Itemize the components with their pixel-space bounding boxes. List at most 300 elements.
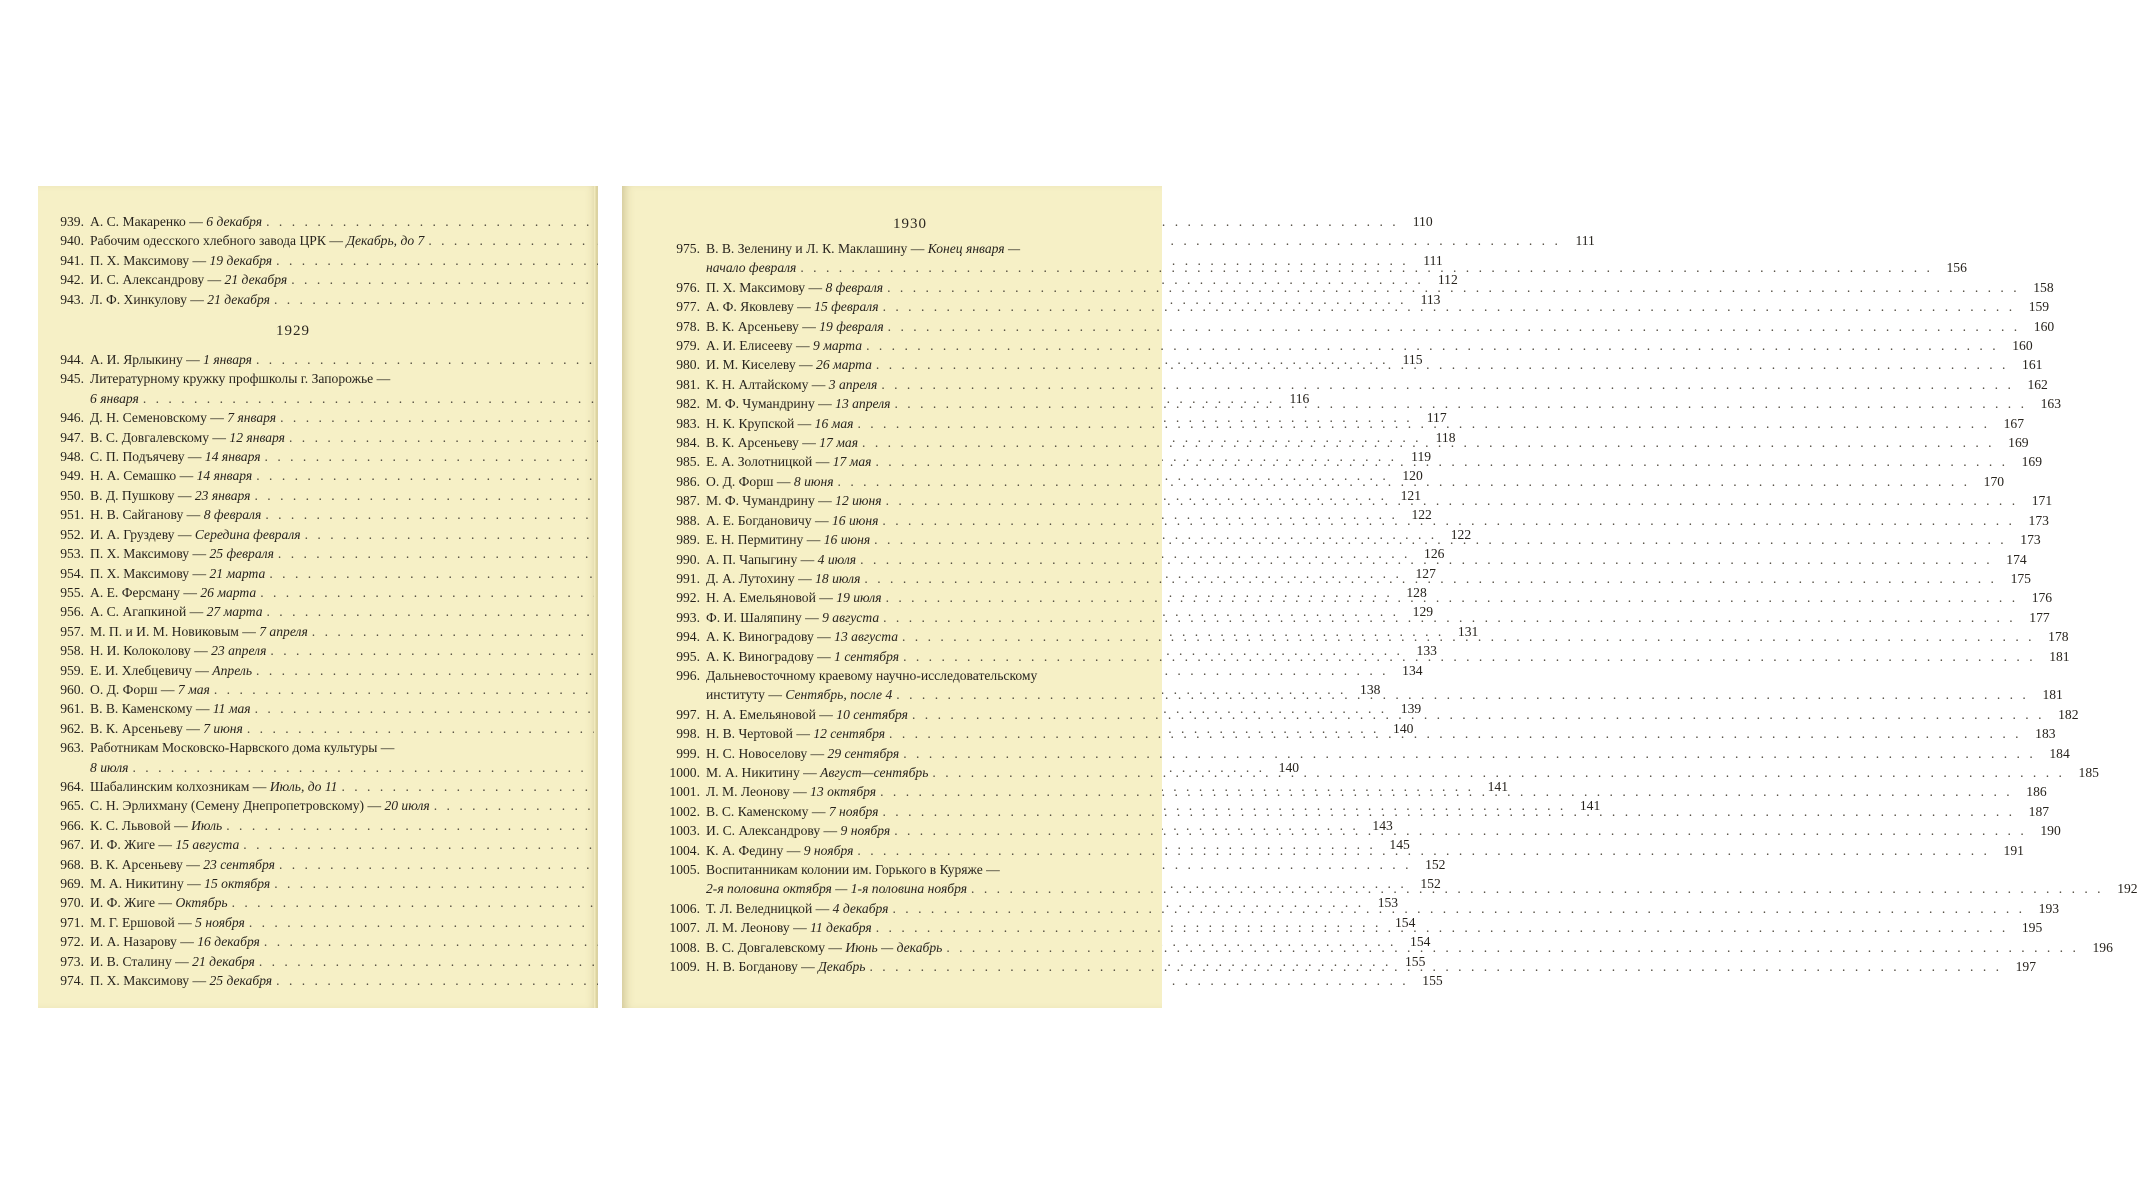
addressee-text: Е. Н. Пермитину —: [706, 532, 824, 548]
entry-line: [706, 744, 2070, 763]
entry-number: 994.: [676, 629, 700, 645]
leader-dots: [796, 258, 1933, 277]
entry-line: [90, 738, 538, 757]
addressee-text: И. В. Сталину —: [90, 953, 193, 969]
leader-dots: [865, 957, 2002, 976]
entry-date: 26 марта: [200, 584, 257, 600]
entry-line: [706, 666, 1150, 685]
entry-date: 7 ноября: [828, 803, 879, 819]
leader-dots: [967, 879, 2104, 898]
entry-text: [706, 938, 942, 957]
addressee-text: Д. А. Лутохину —: [706, 570, 816, 586]
addressee-text: Работникам Московско-Нарвского дома культуры —: [90, 740, 395, 756]
page-number: 141: [1487, 778, 1508, 794]
entry-text: [90, 251, 272, 270]
leader-dots: [899, 744, 2036, 763]
entry-text: [706, 258, 796, 277]
page-number: 186: [2026, 784, 2047, 800]
entry-number: 996.: [676, 667, 700, 683]
addressee-text: Воспитанникам колонии им. Горького в Куряже —: [706, 862, 1000, 877]
addressee-text: А. П. Чапыгину —: [706, 551, 818, 567]
entry-date: начало февраля: [706, 260, 797, 276]
entry-text: [706, 724, 885, 743]
addressee-text: К. С. Львовой —: [90, 817, 192, 833]
page-number: 153: [1377, 895, 1399, 911]
leader-dots: [908, 705, 2045, 724]
entry-date: 6 января: [90, 390, 139, 406]
entry-date: 8 июня: [793, 473, 834, 489]
entry-body: [706, 336, 2033, 355]
entry-number: 941.: [60, 252, 84, 268]
entry-number: 992.: [676, 590, 700, 606]
addressee-text: Н. И. Колоколову —: [90, 643, 212, 659]
addressee-text: А. К. Виноградову —: [706, 629, 835, 645]
book-gutter: [598, 186, 622, 1008]
entry-text: [90, 544, 274, 563]
entry-number: 953.: [60, 546, 84, 562]
entry-text: [706, 860, 1000, 879]
entry-number: 978.: [676, 318, 700, 334]
entry-text: [706, 666, 1037, 685]
entry-date: 15 августа: [175, 837, 240, 853]
addressee-text: А. Е. Ферсману —: [90, 584, 201, 600]
addressee-text: А. И. Елисееву —: [706, 338, 813, 354]
entry-line: [706, 375, 2048, 394]
entry-number: 1005.: [669, 862, 700, 877]
leader-dots: [890, 821, 2027, 840]
page-number: 116: [1289, 390, 1310, 406]
entry-date: 16 мая: [814, 415, 854, 431]
addressee-text: М. П. и И. М. Новиковым —: [90, 623, 260, 639]
entry-date: 7 июня: [203, 720, 243, 736]
entry-text: [90, 777, 337, 796]
page-number: 177: [2029, 609, 2050, 625]
entry-number: 974.: [60, 973, 84, 989]
addressee-text: Д. Н. Семеновскому —: [90, 410, 228, 426]
addressee-text: С. Н. Эрлихману (Семену Днепропетровскому) —: [90, 798, 385, 814]
page-number: 192: [2117, 881, 2138, 897]
page-number: 129: [1412, 604, 1434, 620]
entry-number: 980.: [676, 357, 700, 373]
entry-date: 2-я половина октября — 1-я половина ноября: [706, 881, 968, 897]
page-number: 173: [2028, 512, 2049, 528]
entry-number: 943.: [60, 291, 84, 307]
entry-date: 27 марта: [206, 604, 263, 620]
entry-date: 8 февраля: [825, 279, 884, 295]
page-number: 117: [1426, 410, 1447, 426]
page-number: 170: [1983, 473, 2005, 489]
entry-date: 3 апреля: [828, 376, 878, 392]
entry-number: 985.: [676, 454, 700, 470]
page-number: 122: [1450, 526, 1472, 542]
entry-text: [90, 602, 263, 621]
entry-text: [706, 491, 882, 510]
entry-date: 5 ноября: [195, 914, 245, 930]
entry-number: 982.: [676, 396, 700, 412]
entry-number: 988.: [676, 512, 700, 528]
addressee-text: П. Х. Максимову —: [706, 279, 826, 295]
entry-date: 29 сентября: [827, 745, 900, 761]
entry-date: 14 января: [196, 468, 253, 484]
page-number: 143: [1372, 817, 1393, 833]
entry-date: 13 апреля: [835, 396, 891, 412]
entry-text: [90, 408, 276, 427]
entry-text: [90, 389, 139, 408]
entry-number: 999.: [676, 745, 700, 761]
entry-number: 957.: [60, 623, 84, 639]
entry-text: [90, 466, 252, 485]
addressee-text: Е. А. Золотницкой —: [706, 454, 833, 470]
addressee-text: Н. К. Крупской —: [706, 415, 815, 431]
entry-text: [706, 763, 928, 782]
leader-dots: [876, 782, 2013, 801]
addressee-text: Ф. И. Шаляпину —: [706, 609, 823, 625]
entry-number: 984.: [676, 435, 700, 451]
entry-date: 11 декабря: [810, 920, 872, 936]
entry-number: 987.: [676, 493, 700, 509]
page-number: 161: [2022, 357, 2043, 373]
page-number: 167: [2003, 415, 2024, 431]
addressee-text: В. Д. Пушкову —: [90, 487, 195, 503]
page-number: 182: [2058, 706, 2079, 722]
entry-text: [90, 231, 424, 250]
leader-dots: [892, 685, 2029, 704]
entry-text: [706, 452, 871, 471]
entry-date: 10 сентября: [836, 706, 908, 722]
page-number: 196: [2092, 939, 2113, 955]
leader-dots: [884, 317, 2021, 336]
entry-number: 970.: [60, 895, 84, 911]
leader-dots: [882, 491, 2019, 510]
addressee-text: Л. М. Леонову —: [706, 784, 811, 800]
entry-number: 940.: [60, 233, 84, 249]
entry-number: 956.: [60, 604, 84, 620]
entry-date: 13 августа: [834, 629, 898, 645]
addressee-text: П. Х. Максимову —: [90, 252, 210, 268]
entry-text: [90, 835, 239, 854]
leader-dots: [878, 511, 2015, 530]
addressee-text: П. Х. Максимову —: [90, 973, 210, 989]
page-number: 152: [1425, 856, 1446, 872]
leader-dots: [856, 550, 1993, 569]
addressee-text: Т. Л. Веледницкой —: [706, 900, 833, 916]
entry-date: Июнь — декабрь: [845, 939, 943, 955]
addressee-text: А. К. Виноградову —: [706, 648, 835, 664]
addressee-text: И. С. Александрову —: [706, 823, 841, 839]
page-number: 174: [2006, 551, 2027, 567]
entry-number: 989.: [676, 532, 700, 548]
entry-text: [706, 841, 853, 860]
leader-dots: [879, 802, 2016, 821]
entry-text: [90, 641, 266, 660]
entry-date: 21 марта: [209, 565, 266, 581]
entry-date: 9 ноября: [803, 842, 854, 858]
entry-text: [90, 212, 262, 231]
entry-text: [706, 608, 879, 627]
entry-text: [90, 893, 228, 912]
leader-dots: [862, 336, 1999, 355]
entry-date: 13 октября: [810, 784, 877, 800]
entry-text: [706, 433, 858, 452]
entry-date: Апрель: [212, 662, 253, 678]
entry-number: 947.: [60, 429, 84, 445]
entry-number: 951.: [60, 507, 84, 523]
entry-number: 1002.: [669, 803, 700, 819]
page-number: 115: [1402, 352, 1423, 368]
entry-text: [706, 685, 892, 704]
entry-date: 16 декабря: [197, 934, 260, 950]
entry-text: [706, 394, 890, 413]
page-number: 126: [1424, 546, 1445, 562]
entry-number: 950.: [60, 487, 84, 503]
page-number: 138: [1360, 681, 1381, 697]
entry-date: 16 июня: [823, 532, 871, 548]
page-number: 152: [1420, 876, 1441, 891]
page-number: 121: [1400, 487, 1422, 503]
entry-number: 995.: [676, 648, 700, 664]
addressee-text: П. Х. Максимову —: [90, 565, 210, 581]
leader-dots: [898, 627, 2035, 646]
entry-date: 25 декабря: [209, 973, 273, 989]
entry-text: [90, 525, 301, 544]
addressee-text: Е. И. Хлебцевичу —: [90, 662, 213, 678]
entry-text: [90, 758, 129, 777]
entry-date: Октябрь: [175, 895, 228, 911]
addressee-text: А. С. Агапкиной —: [90, 604, 207, 620]
toc-entry: [640, 317, 2055, 336]
page-number: 140: [1393, 720, 1414, 736]
entry-number: 961.: [60, 701, 84, 717]
leader-dots: [882, 588, 2019, 607]
addressee-text: А. Е. Богдановичу —: [706, 512, 832, 528]
page-number: 178: [2048, 629, 2069, 645]
entry-text: [706, 821, 890, 840]
entry-number: 983.: [676, 415, 700, 431]
entry-date: 4 декабря: [832, 900, 889, 916]
entry-number: 1003.: [669, 823, 700, 839]
addressee-text: Н. А. Емельяновой —: [706, 706, 837, 722]
entry-text: [706, 744, 899, 763]
entry-number: 969.: [60, 876, 84, 891]
leader-dots: [942, 938, 2079, 957]
entry-date: 17 мая: [819, 435, 859, 451]
entry-number: 966.: [60, 817, 84, 833]
page-number: 183: [2035, 726, 2056, 742]
entry-date: 9 августа: [822, 609, 880, 625]
entry-number: 964.: [60, 778, 84, 794]
page-number: 158: [2033, 279, 2054, 295]
addressee-text: И. А. Назарову —: [90, 934, 198, 950]
page-number: 185: [2078, 764, 2099, 780]
addressee-text: О. Д. Форш —: [706, 473, 794, 489]
addressee-text: И. С. Александрову —: [90, 272, 225, 288]
entry-date: 21 декабря: [192, 953, 255, 969]
entry-number: 965.: [60, 798, 84, 814]
leader-dots: [834, 472, 1971, 491]
entry-text: [90, 622, 308, 641]
page-number: 160: [2033, 318, 2055, 334]
addressee-text: П. Х. Максимову —: [90, 546, 210, 562]
entry-date: 14 января: [204, 449, 261, 465]
addressee-text: М. А. Никитину —: [706, 764, 821, 780]
addressee-text: В. С. Каменскому —: [706, 803, 829, 819]
entry-text: [90, 290, 270, 309]
page-number: 181: [2049, 648, 2070, 664]
entry-text: [90, 505, 261, 524]
page-number: 171: [2031, 493, 2053, 509]
entry-date: 23 января: [194, 487, 251, 503]
page-number: 176: [2031, 590, 2053, 606]
entry-number: 939.: [60, 214, 84, 229]
leader-dots: [870, 530, 2007, 549]
addressee-text: Дальневосточному краевому научно-исследовательскому: [706, 667, 1038, 683]
entry-text: [90, 447, 261, 466]
entry-text: [706, 705, 908, 724]
entry-date: Декабрь, до 7: [346, 233, 425, 249]
entry-number: 962.: [60, 720, 84, 736]
entry-text: [706, 239, 1020, 258]
page-number: 175: [2010, 570, 2031, 586]
addressee-text: Н. В. Богданову —: [706, 959, 819, 975]
entry-date: 26 марта: [816, 357, 872, 373]
addressee-text: О. Д. Форш —: [90, 681, 178, 697]
entry-body: [706, 744, 2070, 763]
entry-text: [90, 699, 251, 718]
entry-number: 1009.: [669, 959, 700, 975]
page-number: 173: [2020, 532, 2041, 548]
entry-number: 967.: [60, 837, 84, 853]
page-number: 169: [2021, 454, 2043, 470]
entry-date: 25 февраля: [209, 546, 274, 562]
entry-number: 1001.: [669, 784, 700, 800]
entry-text: [706, 511, 878, 530]
page-number: 160: [2012, 338, 2033, 354]
page-number: 197: [2015, 959, 2037, 975]
entry-text: [706, 569, 860, 588]
entry-date: 15 февраля: [814, 299, 879, 315]
entry-number: 960.: [60, 681, 84, 697]
entry-number: 975.: [676, 241, 700, 256]
page-number: 163: [2040, 396, 2061, 412]
entry-date: 16 июня: [831, 512, 879, 528]
page-number: 169: [2008, 435, 2029, 451]
entry-text: [90, 564, 265, 583]
leader-dots: [890, 394, 2027, 413]
entry-number: 973.: [60, 953, 84, 969]
page-number: 154: [1394, 914, 1416, 930]
entry-text: [706, 336, 862, 355]
entry-date: Конец января —: [927, 241, 1021, 256]
page-number: 119: [1411, 449, 1432, 465]
entry-text: [90, 738, 394, 757]
entry-number: 976.: [676, 279, 700, 295]
entry-text: [90, 350, 252, 369]
entry-body: [706, 375, 2048, 394]
entry-text: [706, 918, 872, 937]
entry-text: [90, 661, 252, 680]
entry-date: Июль, до 11: [269, 778, 338, 794]
leader-dots: [899, 647, 2036, 666]
addressee-text: Н. В. Сайганову —: [90, 507, 204, 523]
entry-body: [90, 971, 1443, 990]
entry-body: [706, 317, 2055, 336]
entry-date: 7 мая: [177, 681, 210, 697]
addressee-text: И. А. Груздеву —: [90, 526, 195, 542]
entry-number: 963.: [60, 740, 84, 756]
addressee-text: И. М. Киселеву —: [706, 357, 817, 373]
entry-text: [90, 583, 256, 602]
leader-dots: [885, 724, 2022, 743]
entry-text: [706, 278, 883, 297]
toc-entry: [640, 375, 2048, 394]
entry-text: [706, 899, 889, 918]
entry-date: 23 апреля: [211, 643, 267, 659]
entry-number: 959.: [60, 662, 84, 678]
page-number: 159: [2028, 299, 2050, 315]
addressee-text: С. П. Подъячеву —: [90, 449, 205, 465]
entry-text: [90, 486, 250, 505]
page-number: 131: [1457, 623, 1479, 639]
entry-date: 12 июня: [835, 493, 882, 509]
entry-text: [706, 647, 899, 666]
entry-number: 998.: [676, 726, 700, 742]
page-number: 155: [1404, 953, 1426, 969]
entry-date: 8 июля: [90, 759, 129, 775]
entry-text: [706, 375, 877, 394]
entry-number: 946.: [60, 410, 84, 426]
leader-dots: [879, 608, 2016, 627]
leader-dots: [853, 414, 1990, 433]
entry-number: 993.: [676, 609, 700, 625]
entry-text: [90, 796, 430, 815]
addressee-text: К. А. Федину —: [706, 842, 804, 858]
page-number: 162: [2027, 376, 2048, 392]
page-number: 145: [1389, 837, 1410, 853]
entry-text: [706, 297, 879, 316]
addressee-text: Л. Ф. Хинкулову —: [90, 291, 208, 307]
addressee-text: М. Ф. Чумандрину —: [706, 493, 836, 509]
entry-text: [706, 414, 853, 433]
page-number: 111: [1423, 252, 1443, 268]
entry-text: [90, 932, 260, 951]
addressee-text: А. И. Ярлыкину —: [90, 352, 204, 368]
addressee-text: К. Н. Алтайскому —: [706, 376, 829, 392]
page-number: 120: [1402, 468, 1423, 484]
leader-dots: [889, 899, 2026, 918]
entry-date: 19 февраля: [819, 318, 884, 334]
entry-text: [90, 680, 210, 699]
page-number: 113: [1420, 291, 1441, 307]
entry-number: 1008.: [669, 939, 700, 955]
page-number: 110: [1412, 214, 1433, 229]
entry-text: [90, 719, 243, 738]
entry-number: 986.: [676, 473, 700, 489]
entry-text: [90, 816, 222, 835]
year-heading: 1929: [276, 323, 310, 340]
addressee-text: М. Ф. Чумандрину —: [706, 396, 836, 412]
leader-dots: [871, 452, 2008, 471]
entry-text: [90, 428, 285, 447]
entry-text: [706, 957, 865, 976]
entry-number: 979.: [676, 338, 700, 354]
entry-number: 944.: [60, 352, 84, 368]
addressee-text: В. К. Арсеньеву —: [706, 435, 820, 451]
entry-date: 7 января: [227, 410, 277, 426]
page-number: 190: [2040, 823, 2061, 839]
entry-line: [90, 971, 1443, 990]
entry-date: 11 мая: [212, 701, 251, 717]
entry-date: 1 января: [203, 352, 252, 368]
